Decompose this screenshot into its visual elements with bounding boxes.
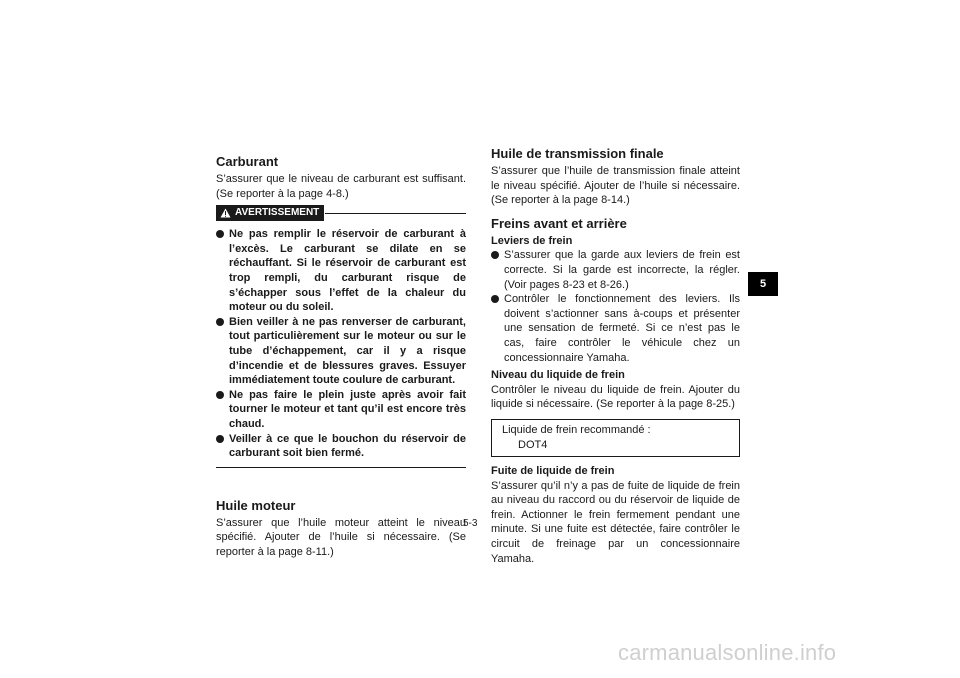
engine-oil-heading: Huile moteur [216,497,296,513]
transmission-oil-heading: Huile de transmission finale [491,146,664,161]
recommended-fluid-value: DOT4 [518,438,548,451]
bullet-icon [491,251,499,259]
recommended-fluid-box [491,419,740,457]
warning-label: AVERTISSEMENT [235,206,320,218]
bullet-icon [216,230,224,238]
warning-end-rule [216,467,466,468]
page-number: 5-3 [463,518,478,529]
warning-triangle-icon [220,208,231,218]
brake-fluid-leak-subheading: Fuite de liquide de frein [491,465,615,478]
brake-fluid-leak-paragraph: S’assurer qu’il n’y a pas de fuite de liquide de frein au niveau du raccord ou du réservoir de liquide de frein. Actionner le frein fermement pendant une minute. Si une fuite est détectée, faire contrôler le circuit de freinage par un concessionnaire Yamaha. [491,479,740,565]
bullet-icon [216,435,224,443]
list-item: S’assurer que la garde aux leviers de frein est correcte. Si la garde est incorrecte, la régler. (Voir pages 8-23 et 8-26.) [491,248,740,292]
warning-header [216,205,466,221]
warning-rule [325,213,466,214]
bullet-icon [216,391,224,399]
bullet-icon [216,318,224,326]
warning-item: Veiller à ce que le bouchon du réservoir de carburant soit bien fermé. [216,432,466,461]
left-column [216,154,466,559]
right-column [491,146,740,566]
engine-oil-paragraph: S’assurer que l’huile moteur atteint le niveau spécifié. Ajouter de l’huile si nécessaire. (Se reporter à la page 8-11.) [216,516,466,558]
chapter-tab: 5 [748,272,778,296]
brake-levers-list [491,248,740,365]
recommended-fluid-label: Liquide de frein recommandé : [502,423,651,436]
warning-list [216,227,466,461]
warning-item: Ne pas remplir le réservoir de carburant à l’excès. Le carburant se dilate en se réchauffant. Si le réservoir de carburant est trop rempli, du carburant risque de s’échapper sous l’effet de la chaleur du moteur ou du soleil. [216,227,466,315]
fuel-heading: Carburant [216,154,279,169]
warning-item: Ne pas faire le plein juste après avoir fait tourner le moteur et tant qu’il est encore très chaud. [216,388,466,432]
watermark: carmanualsonline.info [618,640,837,665]
warning-badge [216,205,324,221]
list-item: Contrôler le fonctionnement des leviers. Ils doivent s’actionner sans à-coups et présenter une sensation de fermeté. Si ce n’est pas le cas, faire contrôler le véhicule chez un concessionnaire Yamaha. [491,292,740,365]
warning-item: Bien veiller à ne pas renverser de carburant, tout particulièrement sur le moteur ou sur le tube d’échappement, car il y a risque d’incendie et de blessures graves. Essuyer immédiatement toute coulure de carburant. [216,315,466,388]
brake-levers-subheading: Leviers de frein [491,234,573,247]
transmission-oil-paragraph: S’assurer que l’huile de transmission finale atteint le niveau spécifié. Ajouter de l’huile si nécessaire. (Se reporter à la page 8-14.) [491,165,740,207]
brakes-heading: Freins avant et arrière [491,215,627,231]
brake-fluid-level-paragraph: Contrôler le niveau du liquide de frein. Ajouter du liquide si nécessaire. (Se reporter à la page 8-25.) [491,383,740,411]
fuel-paragraph: S’assurer que le niveau de carburant est suffisant. (Se reporter à la page 4-8.) [216,173,466,200]
brake-fluid-level-subheading: Niveau du liquide de frein [491,369,625,382]
bullet-icon [491,295,499,303]
